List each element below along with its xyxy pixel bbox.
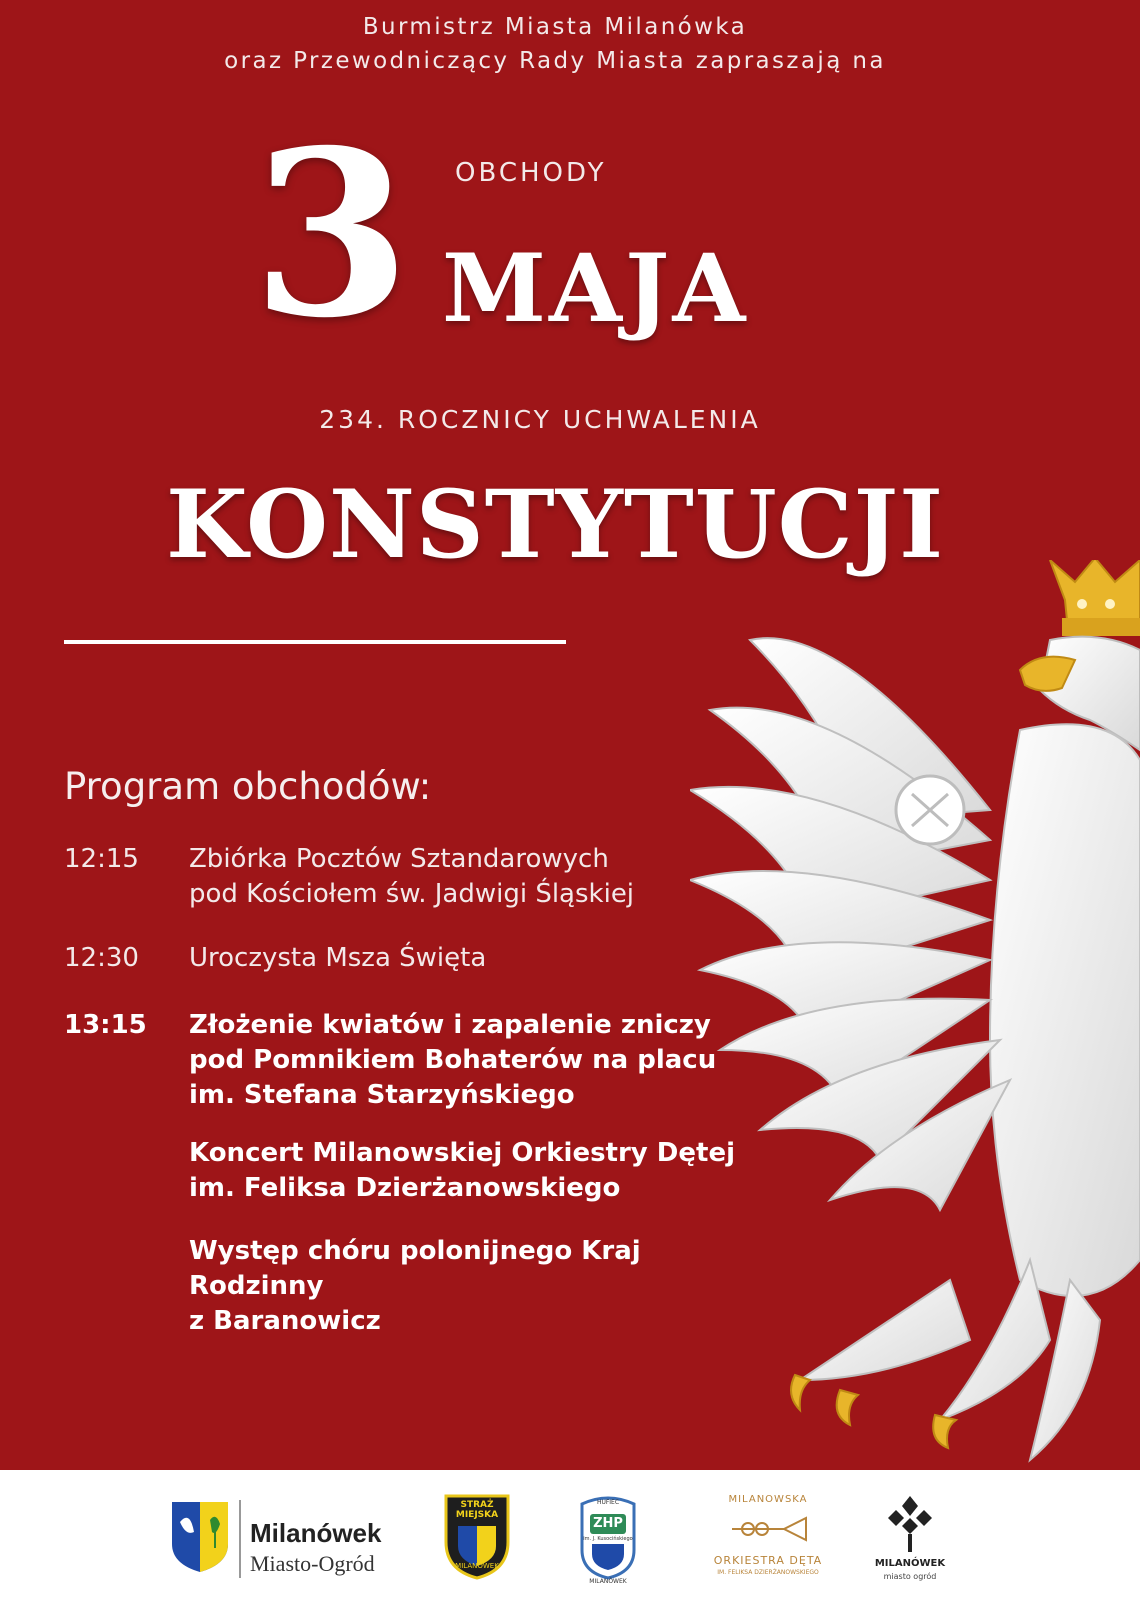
program-line: pod Pomnikiem Bohaterów na placu bbox=[189, 1045, 717, 1075]
program-description bbox=[189, 1008, 749, 1113]
divider-line bbox=[64, 640, 566, 644]
brand-sub: miasto ogród bbox=[883, 1572, 937, 1581]
program-line: im. Stefana Starzyńskiego bbox=[189, 1080, 575, 1110]
orchestra-top-text: MILANOWSKA bbox=[728, 1494, 808, 1505]
zhp-sub-text: im. J. Kusocińskiego bbox=[583, 1536, 633, 1542]
program-description bbox=[189, 1234, 749, 1339]
program-description bbox=[189, 941, 749, 976]
city-logo-text bbox=[250, 1518, 381, 1577]
program-heading: Program obchodów: bbox=[64, 765, 432, 808]
title-obchody: OBCHODY bbox=[455, 158, 607, 188]
program-time: 12:15 bbox=[64, 844, 139, 874]
zhp-top-text: HUFIEC bbox=[596, 1499, 620, 1506]
zhp-text: ZHP bbox=[593, 1516, 623, 1531]
program-line: Koncert Milanowskiej Orkiestry Dętej bbox=[189, 1138, 735, 1168]
orchestra-name: ORKIESTRA DĘTA bbox=[713, 1554, 823, 1567]
title-maja: MAJA bbox=[442, 234, 749, 344]
city-name: Milanówek bbox=[250, 1518, 382, 1548]
program-description bbox=[189, 842, 749, 912]
program-line: z Baranowicz bbox=[189, 1306, 381, 1336]
title-anniversary: 234. ROCZNICY UCHWALENIA bbox=[319, 405, 761, 434]
brand-name: MILANÓWEK bbox=[874, 1558, 946, 1569]
program-line: pod Kościołem św. Jadwigi Śląskiej bbox=[189, 879, 635, 909]
milanowek-brand-leaf-icon bbox=[888, 1496, 932, 1552]
zhp-bottom-text: MILANÓWEK bbox=[589, 1578, 627, 1585]
city-subtitle: Miasto-Ogród bbox=[250, 1551, 375, 1576]
program-line: Złożenie kwiatów i zapalenie zniczy bbox=[189, 1010, 711, 1040]
program-line: Zbiórka Pocztów Sztandarowych bbox=[189, 844, 609, 874]
program-description bbox=[189, 1136, 749, 1206]
invite-line-1: Burmistrz Miasta Milanówka bbox=[362, 14, 748, 40]
program-line: im. Feliksa Dzierżanowskiego bbox=[189, 1173, 621, 1203]
program-line: Uroczysta Msza Święta bbox=[189, 943, 487, 973]
program-line: Występ chóru polonijnego Kraj Rodzinny bbox=[189, 1236, 641, 1301]
orchestra-sub: IM. FELIKSA DZIERŻANOWSKIEGO bbox=[717, 1569, 819, 1576]
white-eagle-emblem bbox=[690, 560, 1140, 1470]
sponsor-footer bbox=[0, 1470, 1140, 1613]
title-konstytucji: KONSTYTUCJI bbox=[165, 470, 945, 580]
logo-separator bbox=[239, 1500, 241, 1578]
trumpet-icon bbox=[728, 1514, 810, 1544]
program-time: 13:15 bbox=[64, 1010, 147, 1040]
invite-line-2: oraz Przewodniczący Rady Miasta zapraszają na bbox=[224, 48, 886, 74]
straz-bottom-text: MILANÓWEK bbox=[455, 1562, 499, 1570]
program-time: 12:30 bbox=[64, 943, 139, 973]
straz-text: STRAŻ MIEJSKA bbox=[455, 1500, 499, 1520]
title-number: 3 bbox=[252, 100, 411, 368]
milanowek-coat-of-arms-icon bbox=[172, 1502, 228, 1572]
